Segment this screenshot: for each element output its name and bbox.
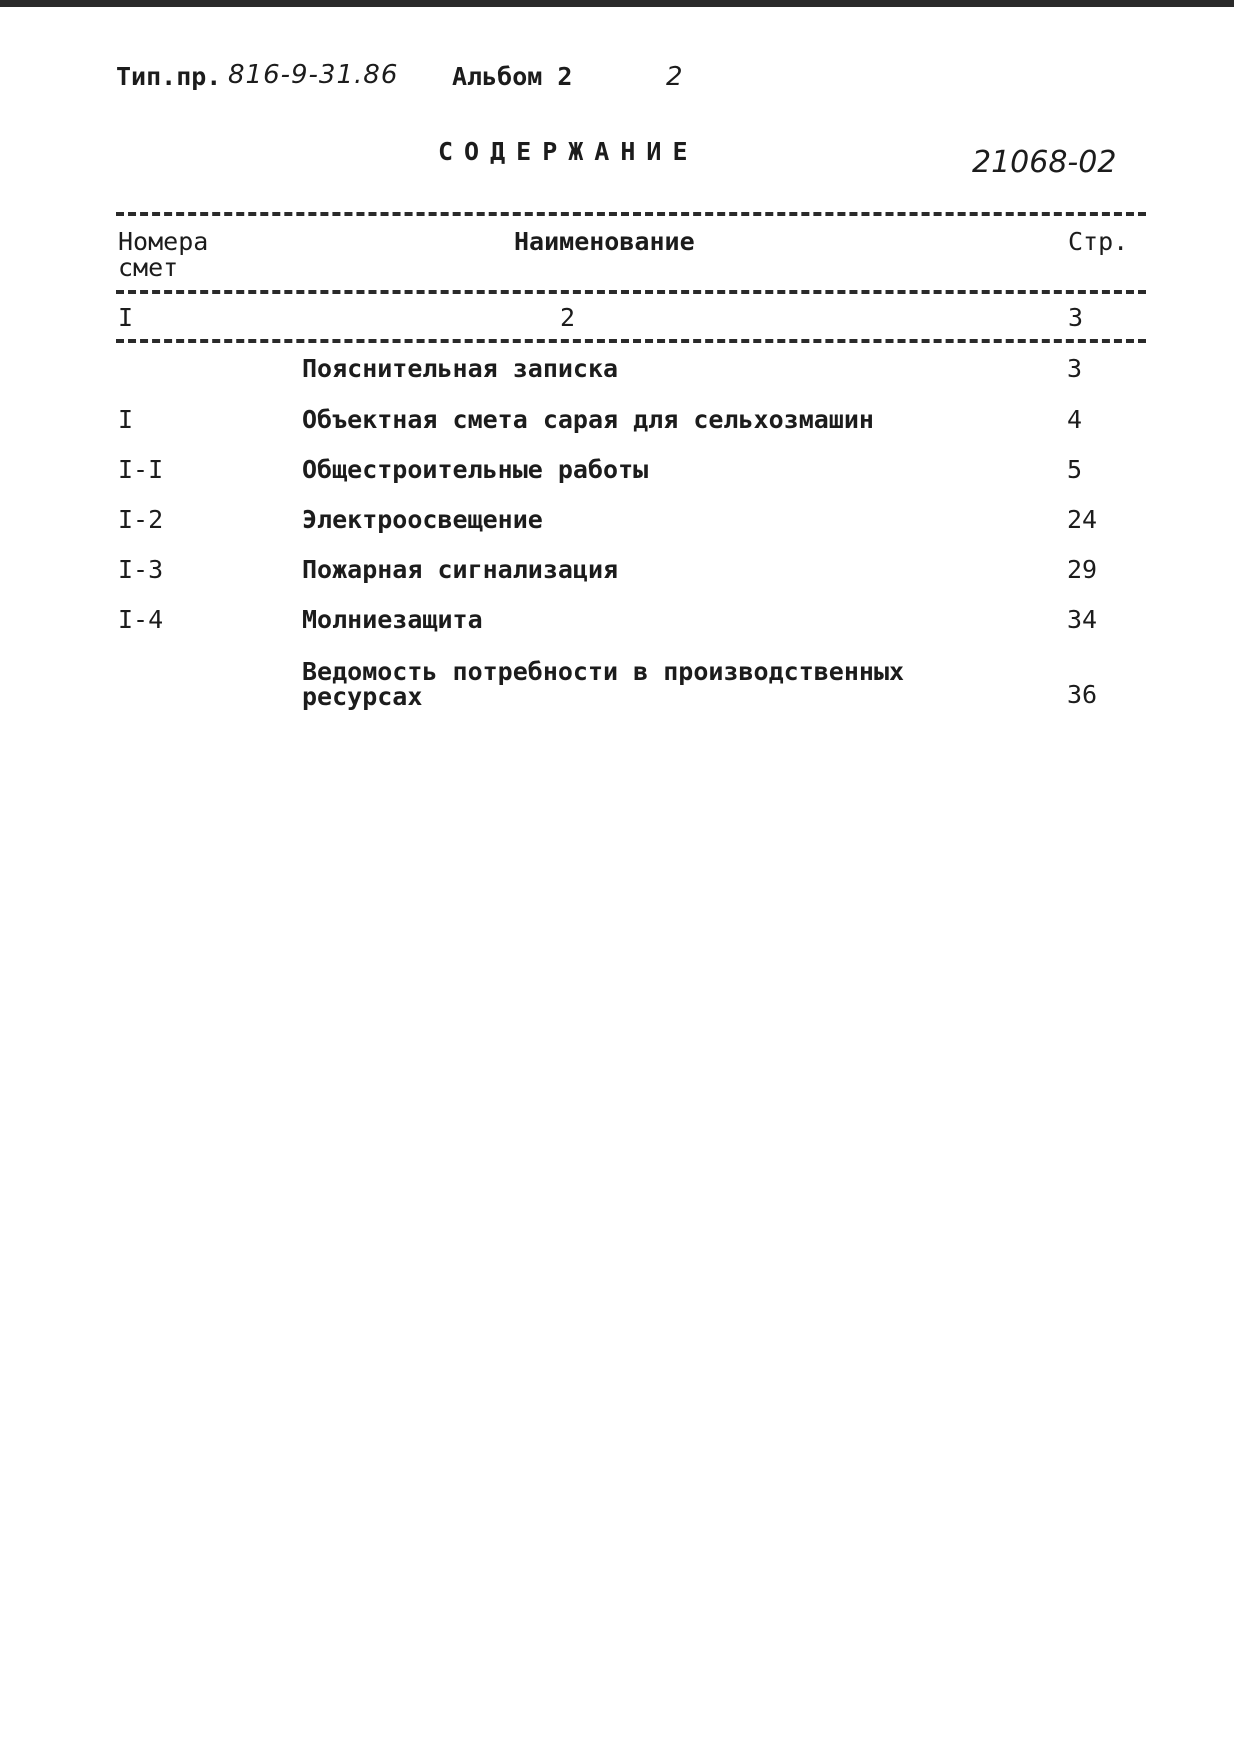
- row-number: I-3: [118, 555, 164, 584]
- table-top-rule: [116, 212, 1146, 216]
- row-name-line2: ресурсах: [302, 682, 423, 711]
- page-title: СОДЕРЖАНИЕ: [438, 137, 699, 166]
- project-label: Тип.пр.: [116, 62, 222, 91]
- sheet-number: 2: [666, 62, 684, 92]
- row-page: 4: [1067, 405, 1083, 434]
- row-number: I-2: [118, 505, 164, 534]
- row-number: I-4: [118, 605, 164, 634]
- row-page: 34: [1067, 605, 1098, 634]
- row-page: 24: [1067, 505, 1098, 534]
- album-label: Альбом 2: [452, 62, 573, 91]
- row-page: 3: [1067, 354, 1083, 383]
- column-number-3: 3: [1068, 303, 1084, 332]
- row-page: 36: [1067, 680, 1098, 709]
- column-numbers-rule: [116, 339, 1146, 343]
- document-code: 21068-02: [972, 145, 1117, 180]
- header-name: Наименование: [514, 227, 695, 256]
- header-number-line1: Номера: [118, 227, 209, 256]
- row-name-line1: Ведомость потребности в производственных: [302, 657, 905, 686]
- row-number: I: [118, 405, 134, 434]
- column-number-1: I: [118, 303, 134, 332]
- row-page: 29: [1067, 555, 1098, 584]
- row-name: Объектная смета сарая для сельхозмашин: [302, 405, 874, 434]
- project-number: 816-9-31.86: [228, 60, 399, 90]
- header-number-line2: смет: [118, 253, 179, 282]
- row-name: Электроосвещение: [302, 505, 543, 534]
- row-name: Пояснительная записка: [302, 354, 619, 383]
- row-name: Общестроительные работы: [302, 455, 649, 484]
- header-bottom-rule: [116, 290, 1146, 294]
- row-name: Пожарная сигнализация: [302, 555, 619, 584]
- row-name: Молниезащита: [302, 605, 483, 634]
- column-number-2: 2: [560, 303, 576, 332]
- row-number: I-I: [118, 455, 164, 484]
- row-page: 5: [1067, 455, 1083, 484]
- top-border: [0, 0, 1234, 7]
- header-page: Стр.: [1068, 227, 1129, 256]
